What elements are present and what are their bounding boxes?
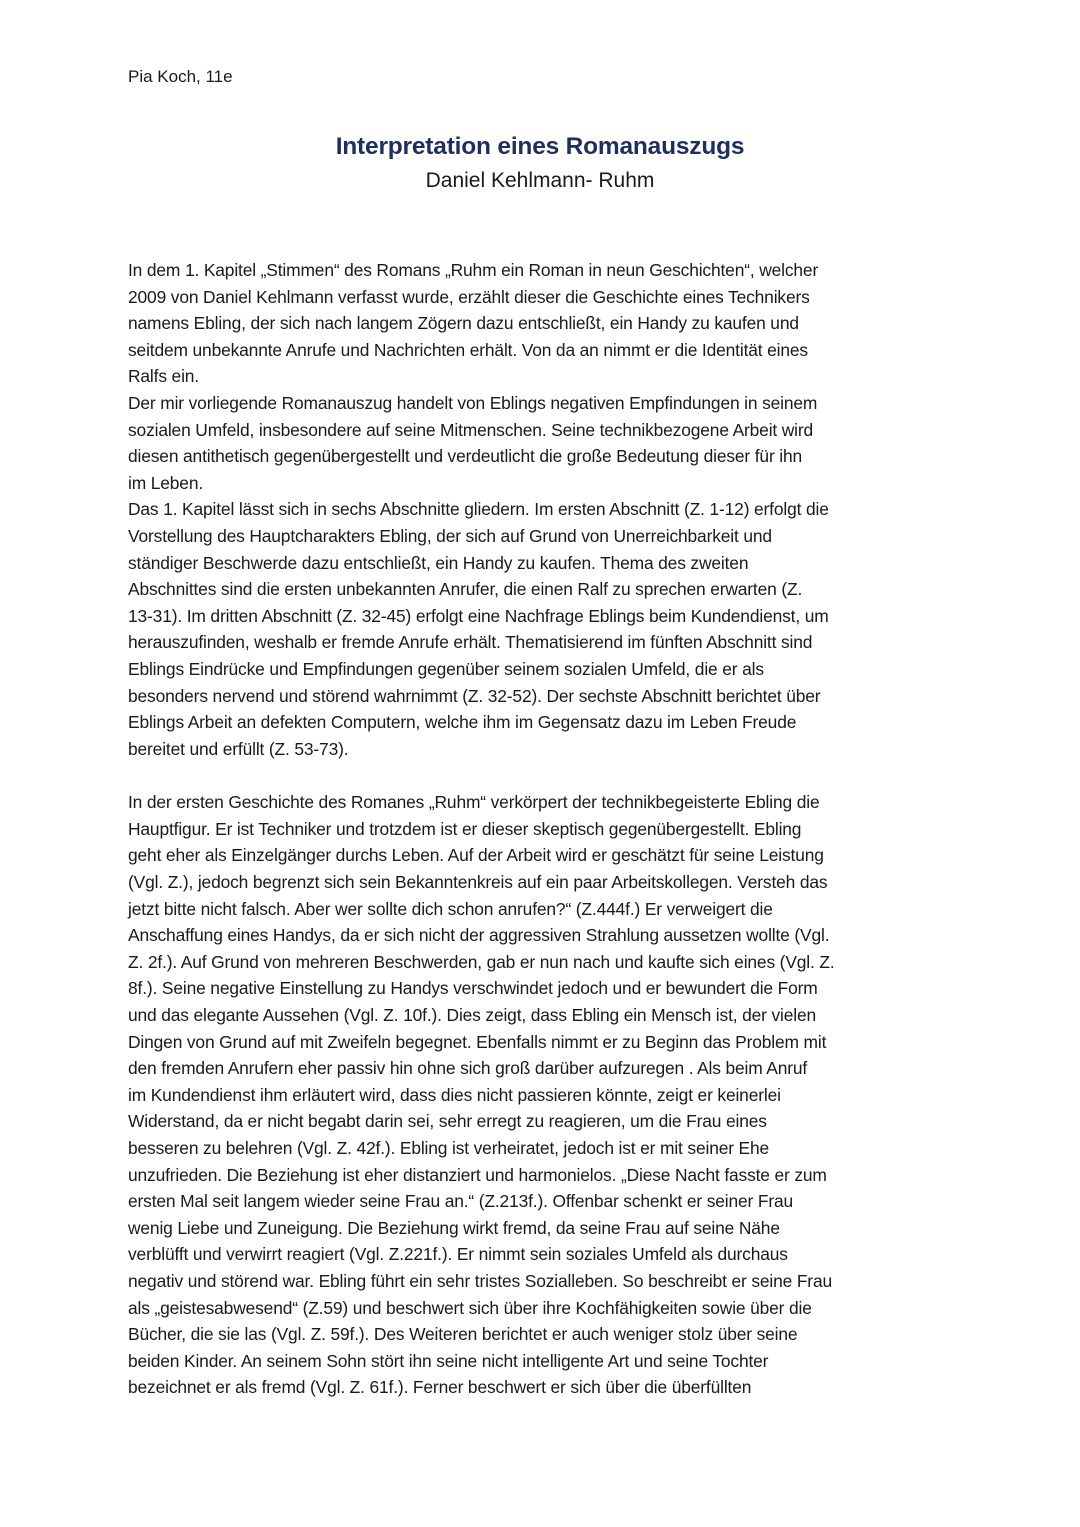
text-line: ständiger Beschwerde dazu entschließt, ein Handy zu kaufen. Thema des zweiten	[128, 552, 749, 573]
text-line: herauszufinden, weshalb er fremde Anrufe erhält. Thematisierend im fünften Abschnitt sind	[128, 632, 813, 653]
text-line: Z. 2f.). Auf Grund von mehreren Beschwerden, gab er nun nach und kaufte sich eines (Vgl. Z.	[128, 951, 835, 972]
text-line: (Vgl. Z.), jedoch begrenzt sich sein Bekanntenkreis auf ein paar Arbeitskollegen. Versteh das	[128, 872, 828, 893]
body-paragraph	[128, 789, 968, 1401]
text-line: besseren zu belehren (Vgl. Z. 42f.). Ebling ist verheiratet, jedoch ist er mit seiner Ehe	[128, 1138, 770, 1158]
text-line: Bücher, die sie las (Vgl. Z. 59f.). Des Weiteren berichtet er auch weniger stolz über seine	[128, 1324, 798, 1345]
text-line: In der ersten Geschichte des Romanes „Ruhm“ verkörpert der technikbegeisterte Ebling die	[128, 792, 820, 813]
document-subtitle: Daniel Kehlmann- Ruhm	[425, 169, 655, 192]
text-line: Dingen von Grund auf mit Zweifeln begegnet. Ebenfalls nimmt er zu Beginn das Problem mit	[128, 1031, 827, 1052]
text-line: wenig Liebe und Zuneigung. Die Beziehung wirkt fremd, da seine Frau auf seine Nähe	[128, 1217, 780, 1238]
text-line: im Kundendienst ihm erläutert wird, dass dies nicht passieren könnte, zeigt er keinerlei	[128, 1084, 781, 1105]
text-line: Abschnittes sind die ersten unbekannten Anrufer, die einen Ralf zu sprechen erwarten (Z.	[128, 579, 803, 600]
text-line: ersten Mal seit langem wieder seine Frau an.“ (Z.213f.). Offenbar schenkt er seiner Frau	[128, 1191, 794, 1212]
body-text	[128, 257, 968, 1401]
text-line: im Leben.	[128, 472, 204, 493]
text-line: unzufrieden. Die Beziehung ist eher distanziert und harmonielos. „Diese Nacht fasste er zum	[128, 1164, 827, 1185]
text-line: Eblings Arbeit an defekten Computern, welche ihm im Gegensatz dazu im Leben Freude	[128, 712, 797, 733]
text-line: und das elegante Aussehen (Vgl. Z. 10f.). Dies zeigt, dass Ebling ein Mensch ist, der vielen	[128, 1005, 817, 1026]
text-line: 2009 von Daniel Kehlmann verfasst wurde, erzählt dieser die Geschichte eines Technikers	[128, 286, 810, 307]
text-line: den fremden Anrufern eher passiv hin ohne sich groß darüber aufzuregen . Als beim Anruf	[128, 1058, 808, 1079]
text-line: sozialen Umfeld, insbesondere auf seine Mitmenschen. Seine technikbezogene Arbeit wird	[128, 419, 814, 440]
text-line: 8f.). Seine negative Einstellung zu Handys verschwindet jedoch und er bewundert die Form	[128, 978, 818, 999]
author-line: Pia Koch, 11e	[128, 67, 233, 86]
text-line: Ralfs ein.	[128, 366, 199, 387]
text-line: beiden Kinder. An seinem Sohn stört ihn seine nicht intelligente Art und seine Tochter	[128, 1350, 769, 1371]
text-line: Das 1. Kapitel lässt sich in sechs Abschnitte gliedern. Im ersten Abschnitt (Z. 1-12) erfolgt die	[128, 499, 829, 520]
text-line: bereitet und erfüllt (Z. 53-73).	[128, 738, 349, 759]
text-line: In dem 1. Kapitel „Stimmen“ des Romans „Ruhm ein Roman in neun Geschichten“, welcher	[128, 260, 819, 280]
paragraph-gap	[128, 762, 968, 789]
text-line: Widerstand, da er nicht begabt darin sei, sehr erregt zu reagieren, um die Frau eines	[128, 1111, 767, 1132]
text-line: diesen antithetisch gegenübergestellt und verdeutlicht die große Bedeutung dieser für ihn	[128, 446, 803, 467]
text-line: Hauptfigur. Er ist Techniker und trotzdem ist er dieser skeptisch gegenübergestellt. Ebling	[128, 818, 802, 839]
text-line: negativ und störend war. Ebling führt ein sehr tristes Sozialleben. So beschreibt er seine Frau	[128, 1270, 832, 1291]
text-line: jetzt bitte nicht falsch. Aber wer sollte dich schon anrufen?“ (Z.444f.) Er verweigert die	[128, 898, 773, 919]
text-line: Anschaffung eines Handys, da er sich nicht der aggressiven Strahlung aussetzen wollte (Vgl.	[128, 925, 830, 946]
text-line: Vorstellung des Hauptcharakters Ebling, der sich auf Grund von Unerreichbarkeit und	[128, 525, 772, 546]
text-line: Der mir vorliegende Romanauszug handelt von Eblings negativen Empfindungen in seinem	[128, 392, 818, 413]
text-line: als „geistesabwesend“ (Z.59) und beschwert sich über ihre Kochfähigkeiten sowie über die	[128, 1297, 812, 1318]
text-line: geht eher als Einzelgänger durchs Leben. Auf der Arbeit wird er geschätzt für seine Leistung	[128, 845, 824, 866]
text-line: seitdem unbekannte Anrufe und Nachrichten erhält. Von da an nimmt er die Identität eines	[128, 339, 808, 360]
text-line: Eblings Eindrücke und Empfindungen gegenüber seinem sozialen Umfeld, die er als	[128, 658, 764, 679]
text-line: bezeichnet er als fremd (Vgl. Z. 61f.). Ferner beschwert er sich über die überfüllten	[128, 1377, 752, 1398]
text-line: 13-31). Im dritten Abschnitt (Z. 32-45) erfolgt eine Nachfrage Eblings beim Kundendienst, um	[128, 605, 829, 626]
text-line: besonders nervend und störend wahrnimmt (Z. 32-52). Der sechste Abschnitt berichtet über	[128, 685, 821, 706]
document-title: Interpretation eines Romanauszugs	[335, 133, 745, 160]
text-line: namens Ebling, der sich nach langem Zögern dazu entschließt, ein Handy zu kaufen und	[128, 313, 799, 334]
body-paragraph	[128, 257, 968, 762]
text-line: verblüfft und verwirrt reagiert (Vgl. Z.221f.). Er nimmt sein soziales Umfeld als durchaus	[128, 1244, 788, 1265]
